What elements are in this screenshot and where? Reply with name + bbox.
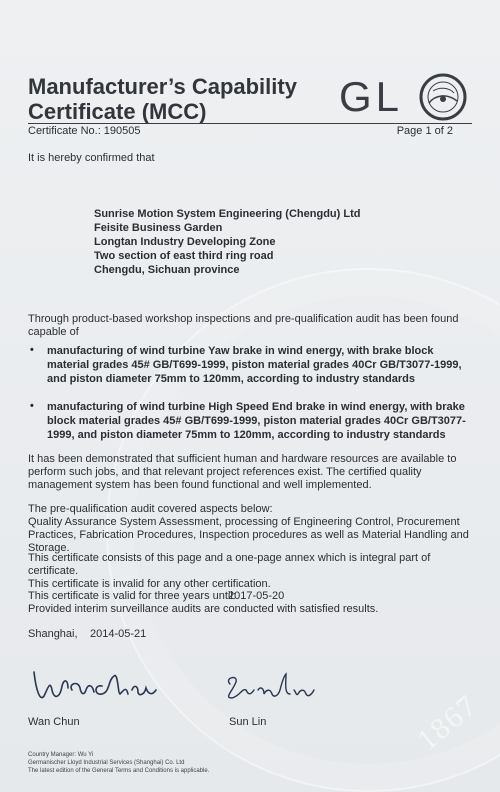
handwritten-signature-wan-chun [28,650,168,710]
surveillance-text: Provided interim surveillance audits are conducted with satisfied results. [28,603,379,615]
title-line-1: Manufacturer’s Capability [28,74,297,99]
bullet-marker: • [30,344,34,356]
footer-line-1: Country Manager: Wu Yi [28,752,94,758]
consists-paragraph: This certificate consists of this page and a one-page annex which is integral part of certificate. This certificate is invalid for any other certification. [28,552,431,590]
gl-seal-icon [419,73,467,121]
resources-paragraph: It has been demonstrated that sufficient human and hardware resources are available to perform such jobs, and that relevant project references exist. The certified quality management system has been found functional and well implemented. [28,453,457,491]
validity-date: 2017-05-20 [228,590,285,602]
company-address [94,207,360,277]
logo-text: GL [339,73,404,120]
bullet-marker: • [30,400,34,412]
handwritten-signature-sun-lin [220,668,320,708]
header-divider [28,123,472,124]
capability-item-yaw-brake: manufacturing of wind turbine Yaw brake in wind energy, with brake block material grades 45# GB/T699-1999, piston material grades 40Cr GB/T3077-1999, and piston diameter 75mm to 120mm, according to industry standards [47,345,462,385]
watermark-year: 1867 [411,688,485,758]
signer-name-1: Wan Chun [28,716,80,728]
page-number: Page 1 of 2 [396,125,453,137]
intro-text: It is hereby confirmed that [28,152,155,164]
address-line: Longtan Industry Developing Zone [94,236,276,248]
address-line: Two section of east third ring road [94,250,274,262]
certificate-title [28,74,328,124]
address-line: Sunrise Motion System Engineering (Chengdu) Ltd [94,208,361,220]
address-line: Feisite Business Garden [94,222,223,234]
capability-item-high-speed-brake: manufacturing of wind turbine High Speed End brake in wind energy, with brake block material grades 45# GB/T699-1999, piston material grades 40Cr GB/T3077-1999, and piston diameter 75mm to 120mm, according to industry standards [47,401,466,441]
address-line: Chengdu, Sichuan province [94,264,240,276]
title-line-2: Certificate (MCC) [28,99,207,124]
certificate-number: Certificate No.: 190505 [28,125,141,137]
gl-logo [339,73,469,123]
footer-line-3: The latest edition of the General Terms and Conditions is applicable. [28,768,210,774]
issue-place: Shanghai, [28,628,78,640]
footer-line-2: Germanischer Lloyd Industrial Services (Shanghai) Co. Ltd [28,760,185,766]
signer-name-2: Sun Lin [229,716,267,728]
footer [28,751,209,775]
audit-paragraph: The pre-qualification audit covered aspects below: Quality Assurance System Assessment, processing of Engineering Control, Procurement Practices, Fabrication Procedures, Inspection procedures as well as Material Handling and Storage. [28,503,469,554]
issue-date: 2014-05-21 [90,628,147,640]
capability-intro: Through product-based workshop inspections and pre-qualification audit has been found capable of [28,313,459,338]
validity-label: This certificate is valid for three years until: [28,590,236,602]
